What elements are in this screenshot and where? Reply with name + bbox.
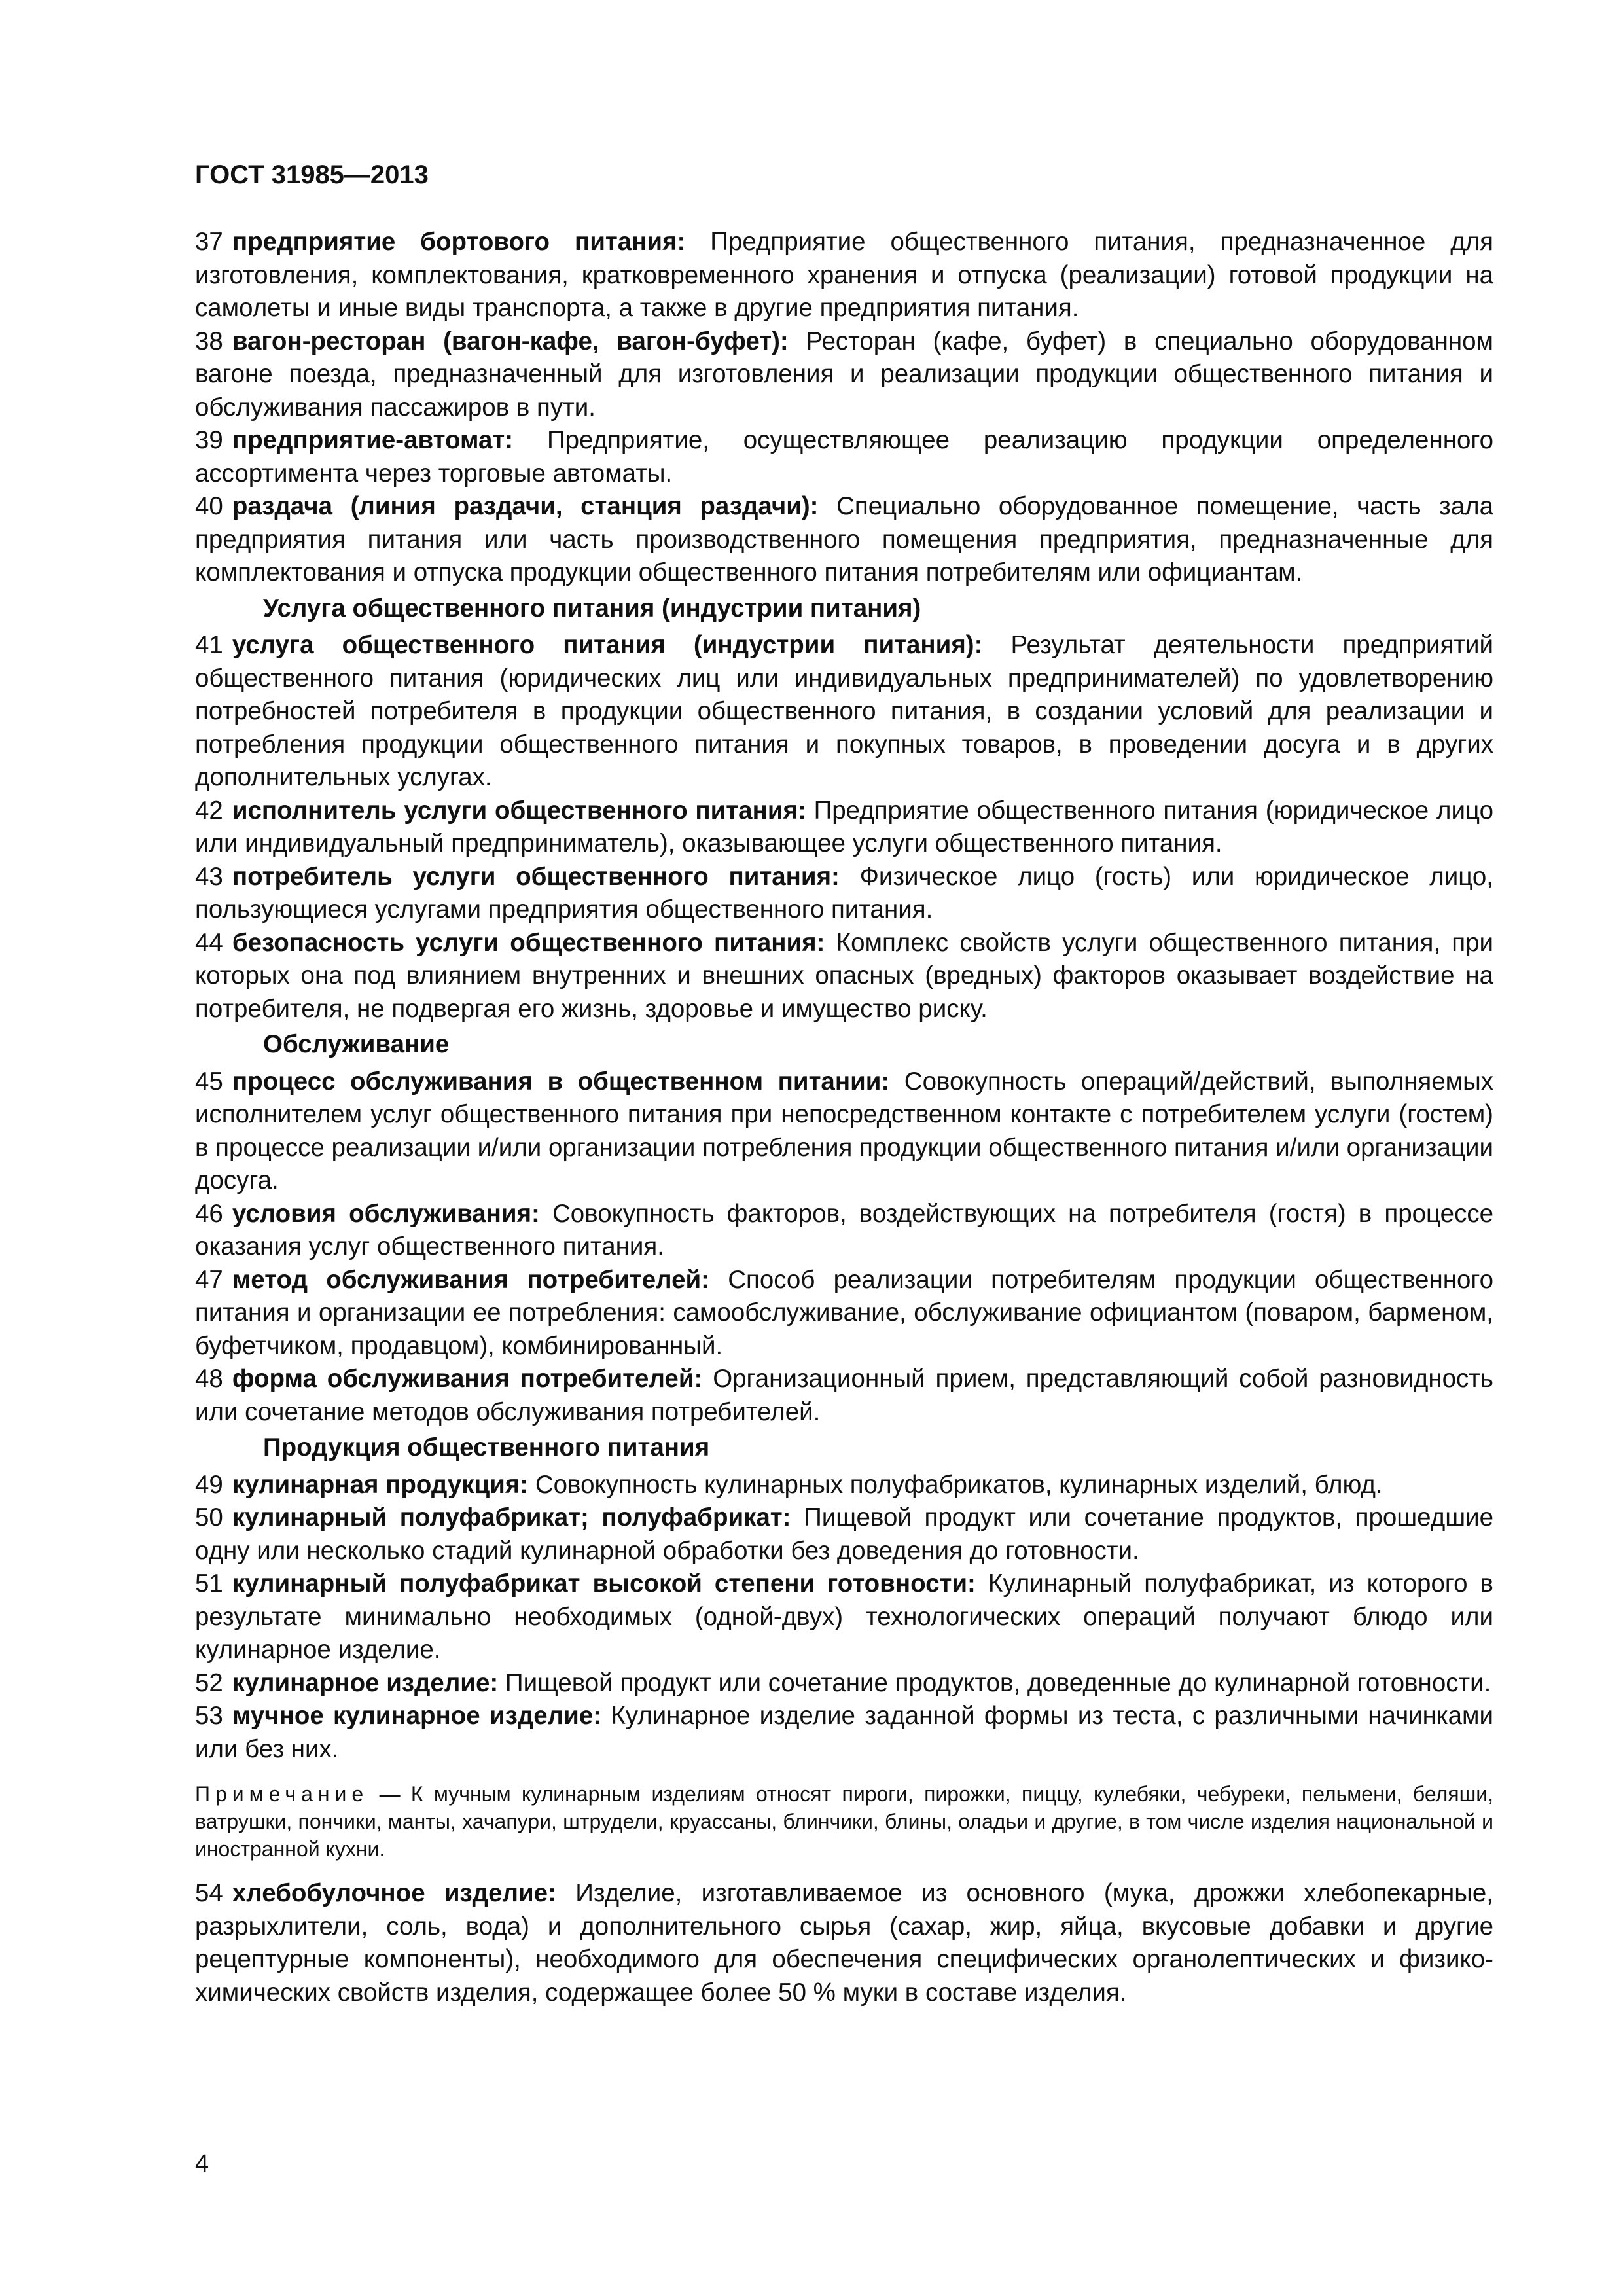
entries-group-d: [195, 1469, 1493, 1767]
entry-number: 48: [195, 1365, 223, 1393]
definition-entry: [195, 795, 1493, 861]
entry-term: вагон-ресторан (вагон-кафе, вагон-буфет):: [232, 327, 789, 355]
entry-number: 45: [195, 1067, 223, 1096]
entry-term: предприятие-автомат:: [232, 426, 514, 454]
page-number: 4: [195, 2150, 209, 2178]
entry-definition: Изделие, изготавливаемое из основного (мука, дрожжи хлебопекарные, разрыхлители, соль, вода) и дополнительного сырья (сахар, жир, яйца, вкусовые добавки и другие рецептурные компоненты), необходимого для обеспечения специфических органолептических и физико-химических свойств изделия, содержащее более 50 % муки в составе изделия.: [195, 1879, 1494, 2007]
entry-term: потребитель услуги общественного питания:: [232, 862, 840, 891]
entries-group-e: [195, 1877, 1493, 2009]
definition-entry: [195, 1363, 1493, 1429]
entry-term: безопасность услуги общественного питания:: [232, 928, 825, 957]
definition-entry: [195, 927, 1493, 1026]
definition-entry: [195, 1700, 1493, 1766]
entry-definition: Способ реализации потребителям продукции общественного питания и организации ее потребления: самообслуживание, обслуживание официантом (поваром, барменом, буфетчиком, продавцом), комбинированный.: [195, 1265, 1493, 1360]
entry-number: 49: [195, 1470, 223, 1499]
entry-number: 38: [195, 327, 223, 355]
entry-number: 54: [195, 1879, 223, 1907]
entry-definition: Совокупность операций/действий, выполняемых исполнителем услуг общественного питания при непосредственном контакте с потребителем услуги (гостем) в процессе реализации и/или организации потребления продукции общественного питания и/или организации досуга.: [195, 1067, 1493, 1194]
entry-definition: Совокупность факторов, воздействующих на потребителя (гостя) в процессе оказания услуг общественного питания.: [195, 1199, 1493, 1261]
entries-group-c: [195, 1066, 1493, 1429]
entry-term: раздача (линия раздачи, станция раздачи):: [232, 492, 819, 520]
entry-term: хлебобулочное изделие:: [232, 1879, 556, 1907]
entry-number: 42: [195, 796, 223, 825]
entry-definition: Комплекс свойств услуги общественного питания, при которых она под влиянием внутренних и внешних опасных (вредных) факторов оказывает воздействие на потребителя, не подвергая его жизнь, здоровье и имущество риску.: [195, 928, 1493, 1023]
definition-entry: [195, 1568, 1493, 1667]
entry-term: кулинарная продукция:: [232, 1470, 529, 1499]
definition-entry: [195, 861, 1493, 927]
definition-entry: [195, 1501, 1493, 1568]
entry-term: мучное кулинарное изделие:: [232, 1702, 602, 1730]
entry-number: 40: [195, 492, 223, 520]
entry-definition: Предприятие, осуществляющее реализацию продукции определенного ассортимента через торговые автоматы.: [195, 426, 1493, 488]
definition-entry: [195, 325, 1493, 425]
note: [195, 1780, 1493, 1863]
entry-number: 39: [195, 426, 223, 454]
entry-number: 53: [195, 1702, 223, 1730]
entry-term: кулинарное изделие:: [232, 1668, 499, 1697]
entry-term: форма обслуживания потребителей:: [232, 1365, 703, 1393]
entry-definition: Пищевой продукт или сочетание продуктов, доведенные до кулинарной готовности.: [505, 1668, 1491, 1697]
entry-term: кулинарный полуфабрикат; полуфабрикат:: [232, 1503, 791, 1532]
document-content: [195, 226, 1493, 2009]
definition-entry: [195, 1066, 1493, 1198]
entries-group-b: [195, 629, 1493, 1026]
entry-definition: Предприятие общественного питания (юридическое лицо или индивидуальный предприниматель), оказывающее услуги общественного питания.: [195, 796, 1493, 857]
entry-definition: Пищевой продукт или сочетание продуктов, прошедшие одну или несколько стадий кулинарной обработки без доведения до готовности.: [195, 1503, 1494, 1565]
entry-number: 43: [195, 862, 223, 891]
definition-entry: [195, 1667, 1493, 1700]
entry-term: кулинарный полуфабрикат высокой степени готовности:: [232, 1570, 976, 1598]
definition-entry: [195, 629, 1493, 795]
entry-definition: Ресторан (кафе, буфет) в специально оборудованном вагоне поезда, предназначенный для изготовления и реализации продукции общественного питания и обслуживания пассажиров в пути.: [195, 327, 1493, 422]
entry-definition: Специально оборудованное помещение, часть зала предприятия питания или часть производственного помещения предприятия, предназначенные для комплектования и отпуска продукции общественного питания потребителям или официантам.: [195, 492, 1494, 586]
note-text: — К мучным кулинарным изделиям относят пироги, пирожки, пиццу, кулебяки, чебуреки, пельмени, беляши, ватрушки, пончики, манты, хачапури, штрудели, круассаны, блинчики, блины, оладьи и другие, в том числе изделия национальной и иностранной кухни.: [195, 1782, 1494, 1861]
entry-number: 46: [195, 1199, 223, 1228]
definition-entry: [195, 424, 1493, 490]
entry-definition: Организационный прием, представляющий собой разновидность или сочетание методов обслуживания потребителей.: [195, 1365, 1493, 1426]
entry-number: 47: [195, 1265, 223, 1294]
entry-term: процесс обслуживания в общественном питании:: [232, 1067, 890, 1096]
entry-definition: Результат деятельности предприятий общественного питания (юридических лиц или индивидуальных предпринимателей) по удовлетворению потребностей потребителя в продукции общественного питания, в создании условий для реализации и потребления продукции общественного питания и покупных товаров, в проведении досуга и в других дополнительных услугах.: [195, 631, 1493, 791]
entry-number: 41: [195, 631, 223, 659]
document-header: ГОСТ 31985—2013: [195, 160, 429, 189]
entries-group-a: [195, 226, 1493, 590]
entry-term: услуга общественного питания (индустрии питания):: [232, 631, 983, 659]
definition-entry: [195, 1877, 1493, 2009]
section-heading-services: Услуга общественного питания (индустрии питания): [263, 594, 921, 622]
entry-number: 52: [195, 1668, 223, 1697]
definition-entry: [195, 1198, 1493, 1264]
entry-definition: Физическое лицо (гость) или юридическое лицо, пользующиеся услугами предприятия общественного питания.: [195, 862, 1493, 924]
entry-number: 44: [195, 928, 223, 957]
definition-entry: [195, 490, 1493, 590]
section-heading-products: Продукция общественного питания: [263, 1433, 710, 1462]
definition-entry: [195, 226, 1493, 325]
entry-number: 37: [195, 228, 223, 256]
entry-term: условия обслуживания:: [232, 1199, 540, 1228]
entry-number: 51: [195, 1570, 223, 1598]
entry-definition: Предприятие общественного питания, предназначенное для изготовления, комплектования, кратковременного хранения и отпуска (реализации) готовой продукции на самолеты и иные виды транспорта, а также в другие предприятия питания.: [195, 228, 1493, 322]
entry-definition: Кулинарное изделие заданной формы из теста, с различными начинками или без них.: [195, 1702, 1493, 1763]
section-heading-service: Обслуживание: [263, 1030, 450, 1058]
note-label: Примечание: [195, 1782, 369, 1806]
entry-definition: Совокупность кулинарных полуфабрикатов, кулинарных изделий, блюд.: [535, 1470, 1383, 1499]
definition-entry: [195, 1469, 1493, 1502]
entry-term: предприятие бортового питания:: [232, 228, 686, 256]
entry-definition: Кулинарный полуфабрикат, из которого в результате минимально необходимых (одной-двух) технологических операций получают блюдо или кулинарное изделие.: [195, 1570, 1493, 1664]
entry-term: исполнитель услуги общественного питания:: [232, 796, 806, 825]
entry-term: метод обслуживания потребителей:: [232, 1265, 709, 1294]
entry-number: 50: [195, 1503, 223, 1532]
definition-entry: [195, 1264, 1493, 1363]
